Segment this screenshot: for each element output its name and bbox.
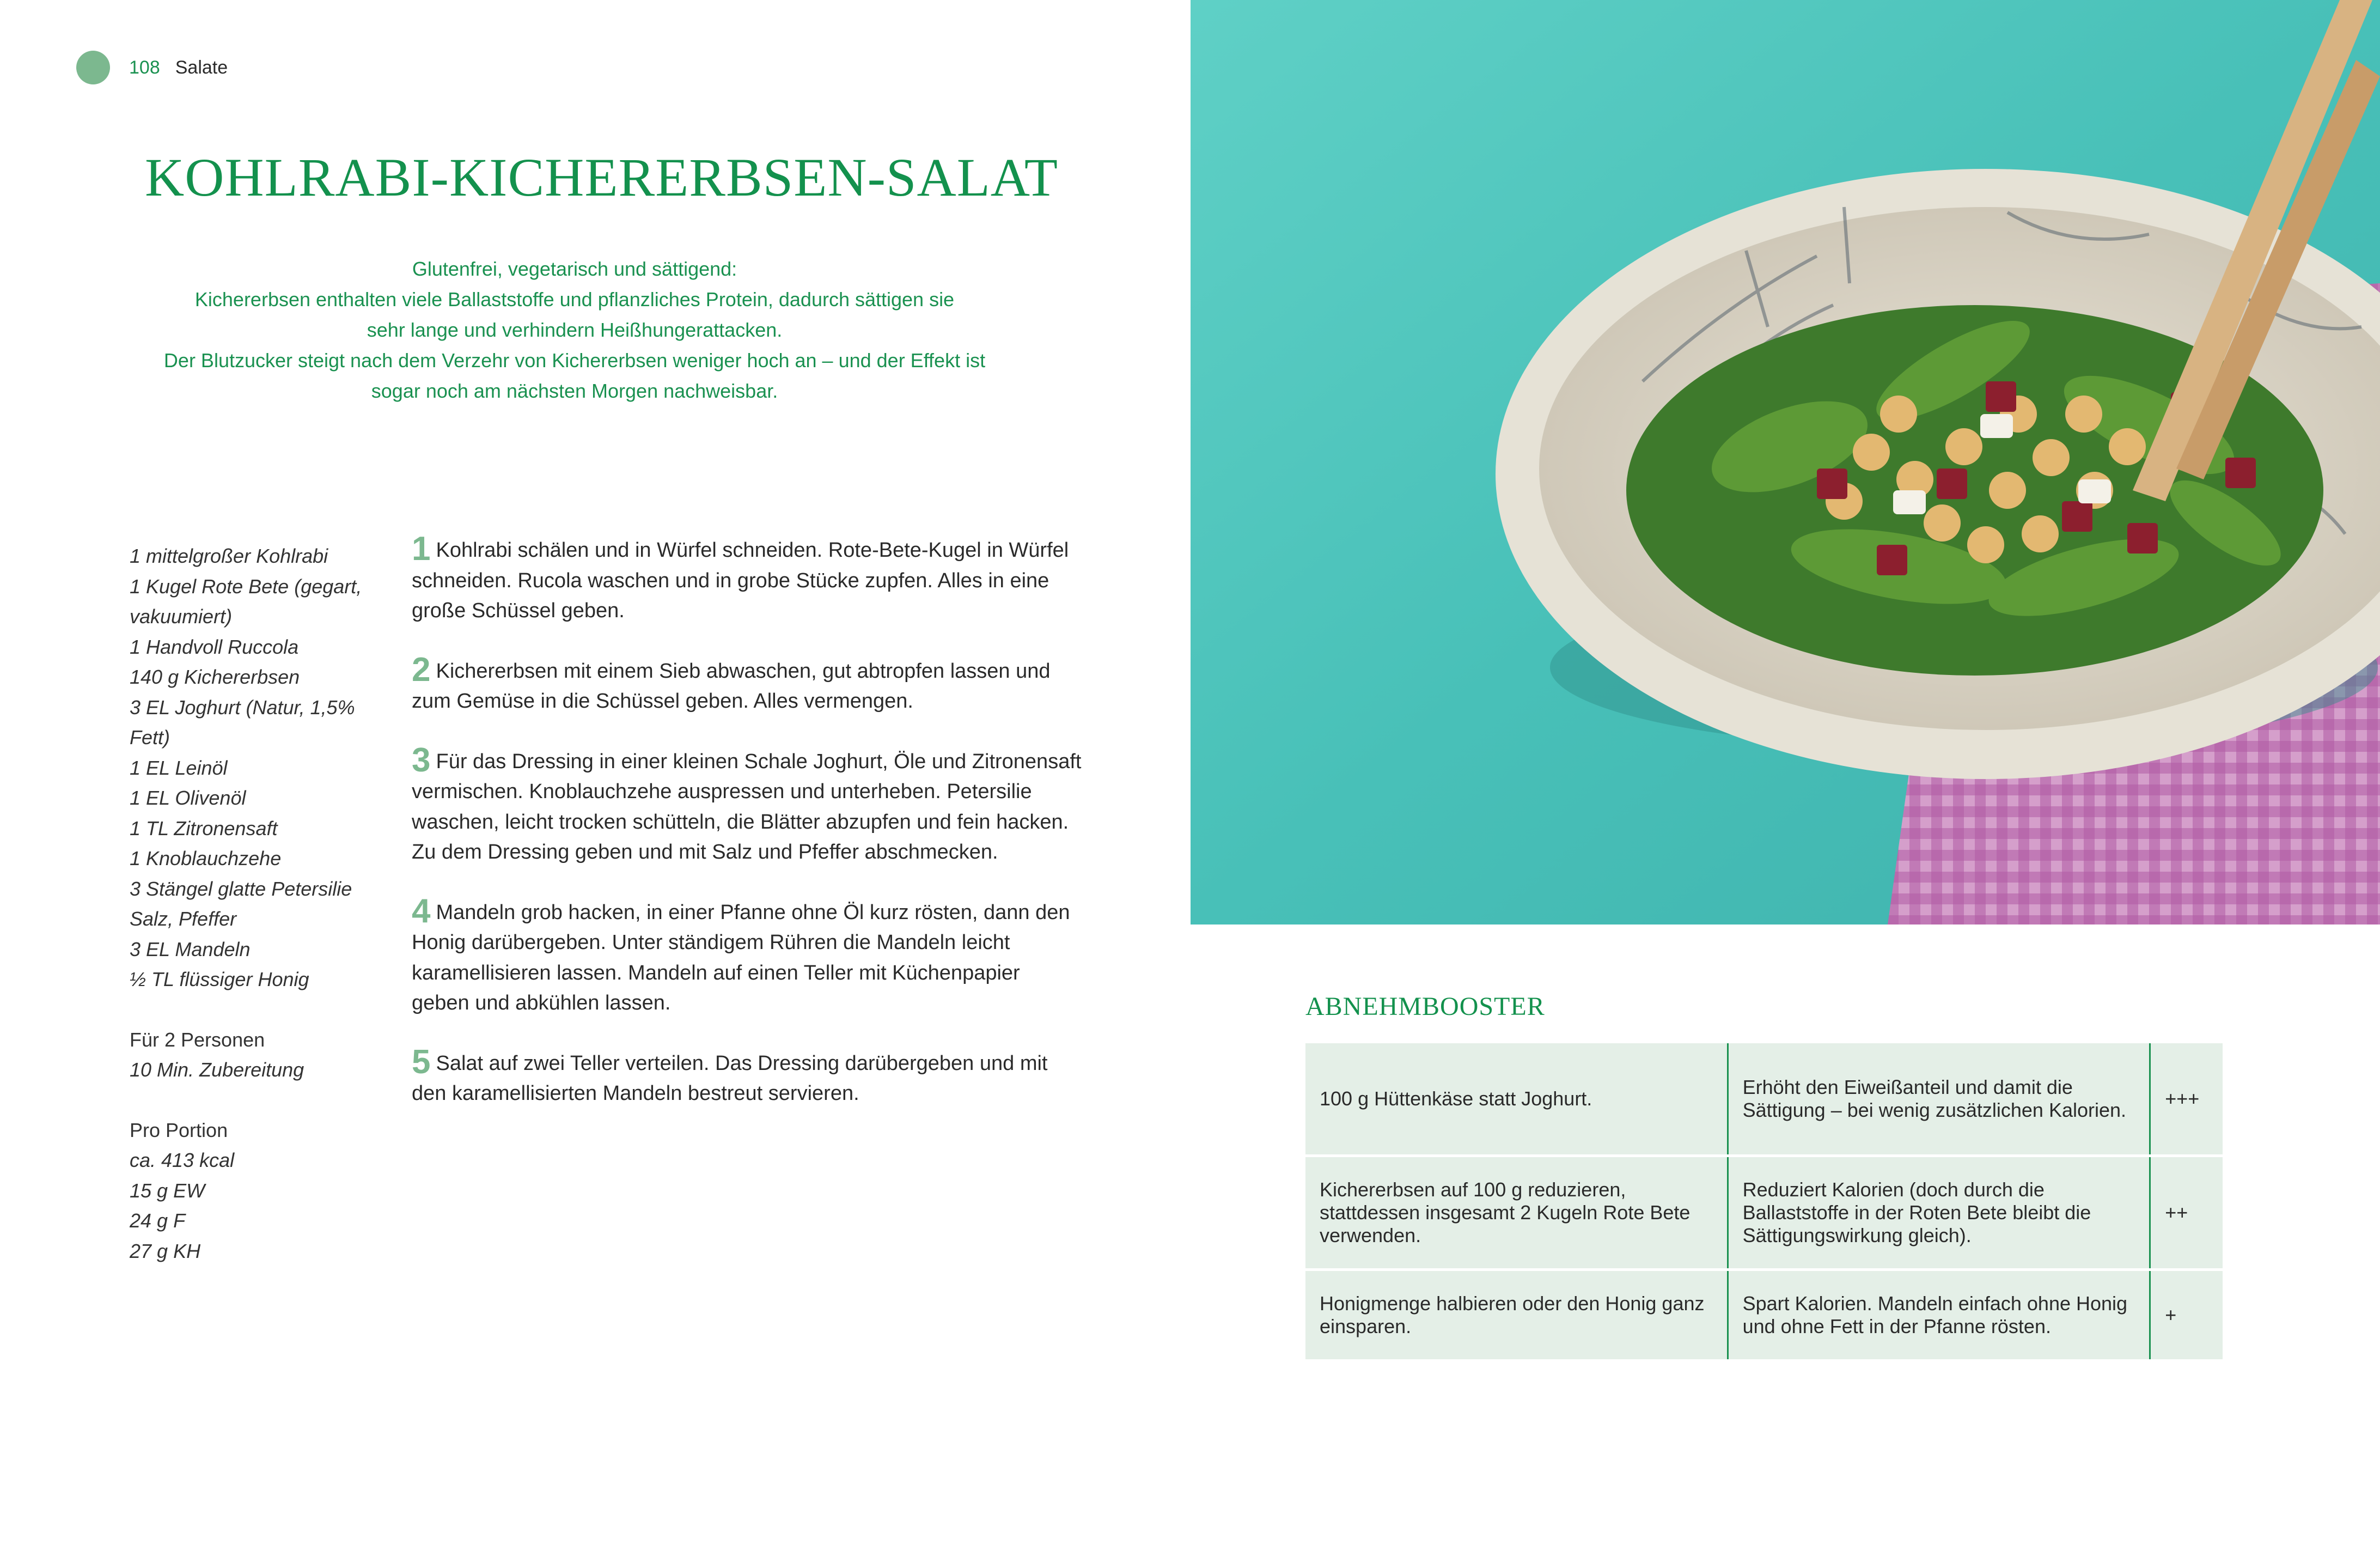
ingredient-line: 1 Handvoll Ruccola (130, 635, 299, 658)
step-text: Kichererbsen mit einem Sieb abwaschen, gut abtropfen lassen und zum Gemüse in die Schüssel geben. Alles vermengen. (412, 659, 1051, 713)
table-row (1305, 1270, 2223, 1360)
ingredient-line: 1 mittelgroßer Kohlrabi (130, 545, 328, 567)
prep-time: 10 Min. Zubereitung (130, 1059, 304, 1081)
ingredient-line: 3 EL Mandeln (130, 938, 251, 960)
nutrition-label: Pro Portion (130, 1118, 228, 1141)
table-row (1305, 1156, 2223, 1270)
booster-rating: +++ (2150, 1043, 2223, 1156)
step (412, 892, 1082, 1019)
ingredient-line: 1 TL Zitronensaft (130, 817, 278, 840)
intro-line: Glutenfrei, vegetarisch und sättigend: (412, 258, 737, 280)
intro-line: sogar noch am nächsten Morgen nachweisbar. (371, 380, 778, 402)
intro-line: sehr lange und verhindern Heißhungerattacken. (367, 319, 783, 341)
booster-effect: Spart Kalorien. Mandeln einfach ohne Honig und ohne Fett in der Pfanne rösten. (1728, 1270, 2150, 1360)
ingredient-line: Salz, Pfeffer (130, 908, 237, 930)
ingredient-line: 3 EL Joghurt (Natur, 1,5% (130, 696, 355, 719)
intro-line: Der Blutzucker steigt nach dem Verzehr von Kichererbsen weniger hoch an – und der Effekt ist (163, 349, 986, 372)
intro-line: Kichererbsen enthalten viele Ballaststoffe und pflanzliches Protein, dadurch sättigen sie (194, 288, 955, 311)
step (412, 530, 1082, 627)
booster-swap: 100 g Hüttenkäse statt Joghurt. (1305, 1043, 1728, 1156)
section-name: Salate (175, 57, 228, 78)
ingredient-line: Fett) (130, 726, 170, 749)
ingredient-line: ½ TL flüssiger Honig (130, 968, 309, 990)
booster-effect: Reduziert Kalorien (doch durch die Ballaststoffe in der Roten Bete bleibt die Sättigungswirkung gleich). (1728, 1156, 2150, 1270)
page-marker-dot (76, 51, 110, 84)
ingredient-line: 1 EL Leinöl (130, 756, 228, 779)
servings-label: Für 2 Personen (130, 1028, 265, 1051)
nutrition-carbs: 27 g KH (130, 1239, 201, 1262)
step-text: Kohlrabi schälen und in Würfel schneiden. Rote-Bete-Kugel in Würfel schneiden. Rucola waschen und in grobe Stücke zupfen. Alles in eine große Schüssel geben. (412, 539, 1069, 622)
step-number: 3 (412, 741, 431, 779)
nutrition-kcal: ca. 413 kcal (130, 1149, 235, 1171)
step-number: 5 (412, 1043, 431, 1081)
page-number: 108 (129, 57, 160, 78)
table-row (1305, 1043, 2223, 1156)
ingredient-line: 1 Knoblauchzehe (130, 847, 282, 869)
step-text: Salat auf zwei Teller verteilen. Das Dressing darübergeben und mit den karamellisierten Mandeln bestreut servieren. (412, 1051, 1048, 1105)
nutrition-protein: 15 g EW (130, 1179, 205, 1202)
ingredient-line: 1 Kugel Rote Bete (gegart, (130, 575, 362, 598)
step (412, 741, 1082, 868)
step-text: Für das Dressing in einer kleinen Schale Joghurt, Öle und Zitronensaft vermischen. Knoblauchzehe auspressen und unterheben. Petersilie waschen, leicht trocken schütteln, die Blätter abzupfen und fein hacken. Zu dem Dressing geben und mit Salz und Pfeffer abschmecken. (412, 750, 1082, 863)
step (412, 1043, 1082, 1109)
step-number: 4 (412, 892, 431, 930)
step (412, 650, 1082, 717)
page-header (76, 50, 228, 85)
booster-swap: Kichererbsen auf 100 g reduzieren, stattdessen insgesamt 2 Kugeln Rote Bete verwenden. (1305, 1156, 1728, 1270)
ingredient-line: vakuumiert) (130, 605, 233, 628)
ingredient-line: 3 Stängel glatte Petersilie (130, 877, 352, 900)
recipe-intro (114, 254, 1035, 406)
step-text: Mandeln grob hacken, in einer Pfanne ohne Öl kurz rösten, dann den Honig darübergeben. Unter ständigem Rühren die Mandeln leicht karamellisieren lassen. Mandeln auf einen Teller mit Küchenpapier geben und abkühlen lassen. (412, 901, 1070, 1014)
ingredients-column (130, 541, 402, 1266)
step-number: 2 (412, 650, 431, 689)
booster-rating: + (2165, 1304, 2177, 1326)
booster-title: ABNEHMBOOSTER (1305, 992, 1545, 1021)
salad-bowl-photo (1191, 0, 2380, 925)
booster-swap: Honigmenge halbieren oder den Honig ganz einsparen. (1305, 1270, 1728, 1360)
recipe-title: KOHLRABI-KICHERERBSEN-SALAT (145, 147, 1058, 208)
booster-effect: Erhöht den Eiweißanteil und damit die Sättigung – bei wenig zusätzlichen Kalorien. (1728, 1043, 2150, 1156)
preparation-steps (412, 530, 1082, 1139)
booster-rating: ++ (2150, 1156, 2223, 1270)
ingredient-line: 140 g Kichererbsen (130, 666, 300, 688)
nutrition-fat: 24 g F (130, 1209, 186, 1232)
ingredient-line: 1 EL Olivenöl (130, 787, 246, 809)
booster-table (1305, 1043, 2223, 1359)
step-number: 1 (412, 530, 431, 568)
